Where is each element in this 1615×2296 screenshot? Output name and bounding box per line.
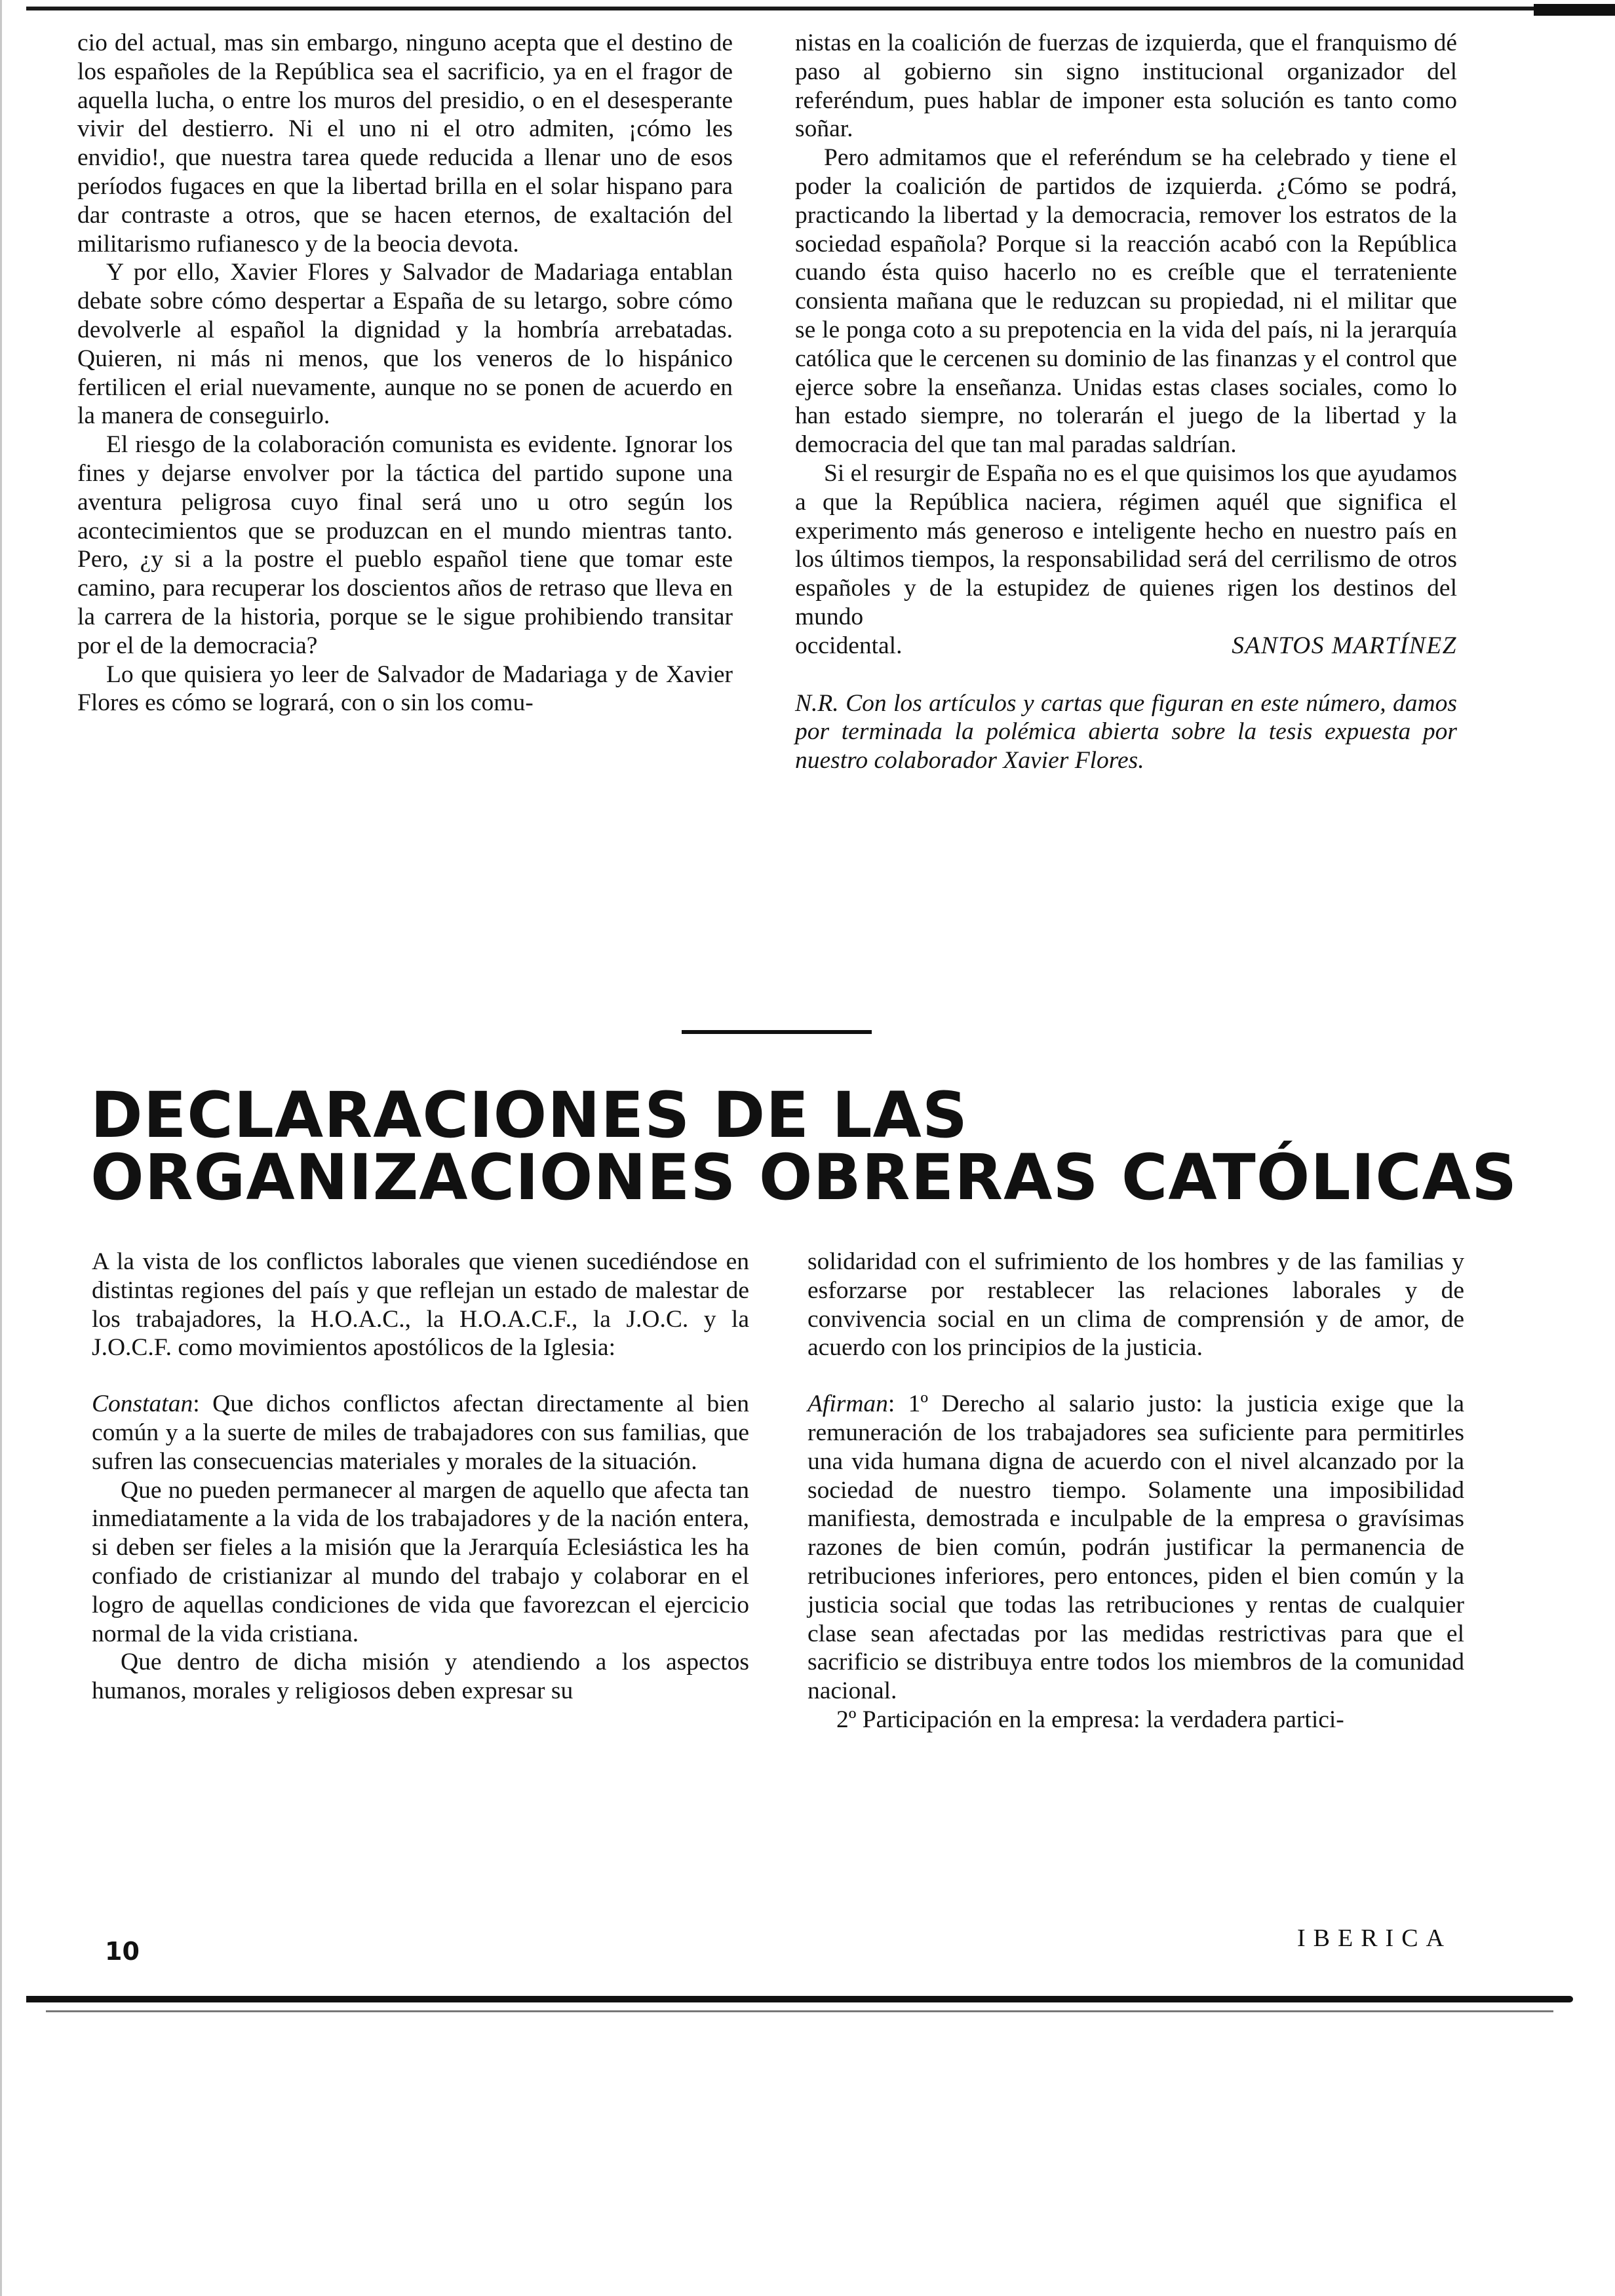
previous-article-left-column [77, 29, 733, 718]
afirman-text: : 1º Derecho al salario justo: la justicia exige que la remuneración de los trabajadores sea suficiente para permitirles una vida humana digna de acuerdo con el nivel alcanzado por la sociedad de nuestro tiempo. Solamente una imposibilidad manifiesta, demostrada e inculpable de la empresa o gravísimas razones de bien común, podrán justificar la permanencia de retribuciones inferiores, pero entonces, piden el bien común y la justicia social que todas las retribuciones y rentas de cualquier clase sean afectadas por las medidas restrictivas para que el sacrificio se distribuya entre todos los miembros de la comunidad nacional. [808, 1390, 1464, 1705]
afirman-paragraph [808, 1390, 1464, 1706]
top-rule [26, 7, 1599, 10]
afirman-label: Afirman [808, 1390, 888, 1418]
article-paragraph: Y por ello, Xavier Flores y Salvador de Madariaga entablan debate sobre cómo despertar a España de su letargo, sobre cómo devolverle al español la dignidad y la hombría arrebatadas. Quieren, ni más ni menos, que los veneros de lo hispánico fertilicen el erial nuevamente, aunque no se ponen de acuerdo en la manera de conseguirlo. [77, 259, 733, 430]
editor-note: N.R. Con los artículos y cartas que figuran en este número, damos por terminada la polémica abierta sobre la tesis expuesta por nuestro colaborador Xavier Flores. [795, 689, 1457, 775]
author-signature: SANTOS MARTÍNEZ [1232, 632, 1457, 659]
article-paragraph: Si el resurgir de España no es el que quisimos los que ayudamos a que la República naciera, régimen aquél que significa el experimento más generoso e inteligente hecho en nuestro país en los últimos tiempos, la responsabilidad será del cerrilismo de otros españoles y de la estupidez de quienes rigen los destinos del mundo [795, 459, 1457, 630]
headline-line-1: DECLARACIONES DE LAS [90, 1079, 968, 1152]
page-number: 10 [105, 1937, 140, 1966]
declaration-intro: A la vista de los conflictos laborales que vienen sucediéndose en distintas regiones del país y que reflejan un estado de malestar de los trabajadores, la H.O.A.C., la H.O.A.C.F., la J.O.C. y la J.O.C.F. como movimientos apostólicos de la Iglesia: [92, 1248, 749, 1362]
constatan-text: : Que dichos conflictos afectan directamente al bien común y a la suerte de miles de trabajadores con sus familias, que sufren las consecuencias materiales y morales de la situación. [92, 1390, 749, 1475]
declaration-paragraph: Que dentro de dicha misión y atendiendo a los aspectos humanos, morales y religiosos deben expresar su [92, 1649, 749, 1705]
article-paragraph: Lo que quisiera yo leer de Salvador de Madariaga y de Xavier Flores es cómo se logrará, con o sin los comu- [77, 660, 733, 717]
left-edge-shadow [0, 0, 2, 2296]
bottom-rule [26, 1996, 1573, 2002]
previous-article-right-column [795, 29, 1457, 775]
declaration-paragraph: 2º Participación en la empresa: la verdadera partici- [836, 1706, 1344, 1733]
declaration-left-column [92, 1248, 749, 1706]
journal-name: IBERICA [1297, 1924, 1452, 1952]
article-headline [90, 1079, 1518, 1214]
bottom-hairline [46, 2010, 1553, 2012]
constatan-label: Constatan [92, 1390, 193, 1418]
declaration-paragraph: Que no pueden permanecer al margen de aquello que afecta tan inmediatamente a la vida de los trabajadores y de la nación entera, si deben ser fieles a la misión que la Jerarquía Eclesiástica les ha confiado de cristianizar al mundo del trabajo y colaborar en el logro de aquellas condiciones de vida que favorezcan el ejercicio normal de la vida cristiana. [92, 1476, 749, 1647]
declaration-right-column [808, 1248, 1464, 1734]
article-paragraph: cio del actual, mas sin embargo, ninguno acepta que el destino de los españoles de la República sea el sacrificio, ya en el fragor de aquella lucha, o entre los muros del presidio, o en el desesperante vivir del destierro. Ni el uno ni el otro admiten, ¡cómo les envidio!, que nuestra tarea quede reducida a llenar uno de esos períodos fugaces en que la libertad brilla en el solar hispano para dar contraste a otros, que se hacen eternos, de exaltación del militarismo rufianesco y de la beocia devota. [77, 29, 733, 258]
headline-line-2: ORGANIZACIONES OBRERAS CATÓLICAS [90, 1141, 1518, 1214]
article-paragraph: El riesgo de la colaboración comunista es evidente. Ignorar los fines y dejarse envolver por la táctica del partido supone una aventura peligrosa cuyo final será uno u otro según los acontecimientos que se produzcan en el mundo mientras tanto. Pero, ¿y si a la postre el pueblo español tiene que tomar este camino, para recuperar los doscientos años de retraso que lleva en la carrera de la historia, porque se le sigue prohibiendo transitar por el de la democracia? [77, 431, 733, 659]
top-rule-tab [1534, 4, 1615, 16]
article-paragraph: nistas en la coalición de fuerzas de izquierda, que el franquismo dé paso al gobierno sin signo institucional organizador del referéndum, pues hablar de imponer esta solución es tanto como soñar. [795, 29, 1457, 143]
closing-word: occidental. [795, 632, 903, 659]
constatan-paragraph [92, 1390, 749, 1476]
article-paragraph: Pero admitamos que el referéndum se ha celebrado y tiene el poder la coalición de partidos de izquierda. ¿Cómo se podrá, practicando la libertad y la democracia, remover los estratos de la sociedad española? Porque si la reacción acabó con la República cuando ésta quiso hacerlo no es creíble que el terrateniente consienta mañana que le reduzcan su propiedad, ni el militar que se le ponga coto a su prepotencia en la vida del país, ni la jerarquía católica que le cercenen su dominio de las finanzas y el control que ejerce sobre la enseñanza. Unidas estas clases sociales, como lo han estado siempre, no tolerarán el juego de la libertad y la democracia del que tan mal paradas saldrían. [795, 144, 1458, 459]
declaration-paragraph: solidaridad con el sufrimiento de los hombres y de las familias y esforzarse por restablecer las relaciones laborales y de convivencia social en un clima de comprensión y de amor, de acuerdo con los principios de la justicia. [808, 1248, 1464, 1362]
signature-line [795, 632, 1457, 660]
section-divider [682, 1030, 872, 1034]
